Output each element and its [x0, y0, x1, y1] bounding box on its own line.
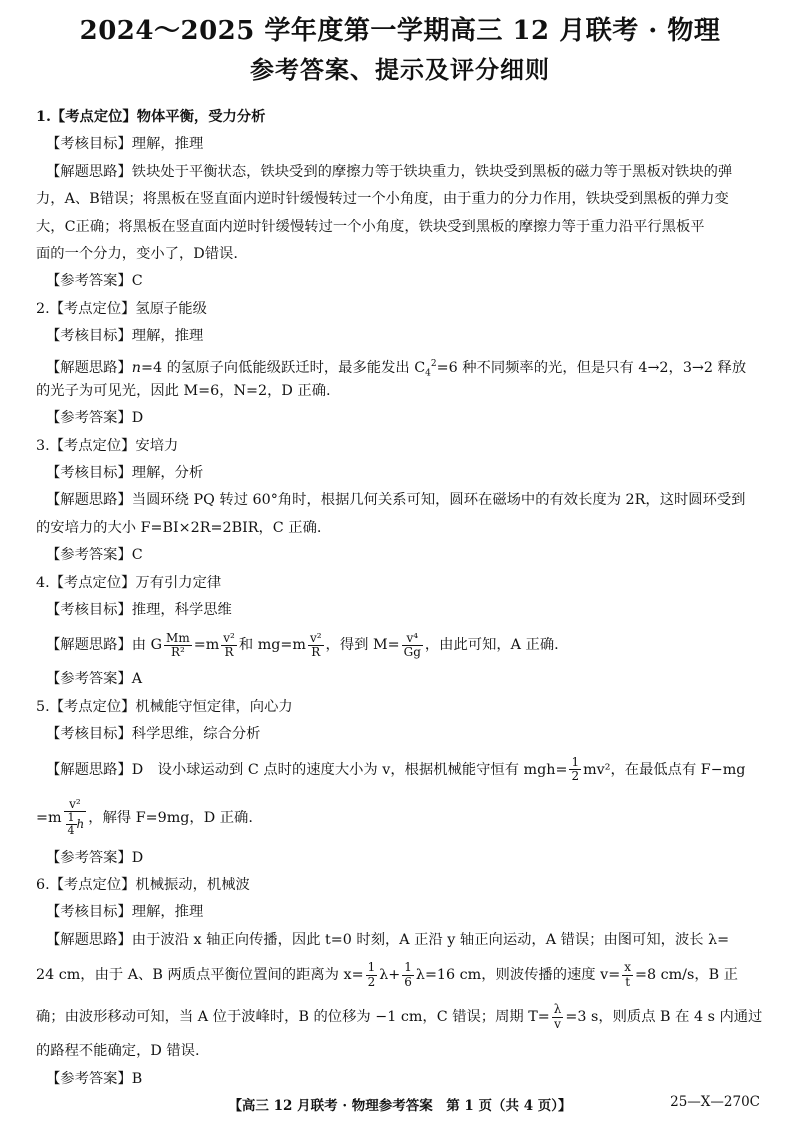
q1-solution-line-1: 【解题思路】铁块处于平衡状态，铁块受到的摩擦力等于铁块重力，铁块受到黑板的磁力等于黑板对铁块的弹 [46, 163, 733, 180]
q2-comb-sup: 2 [430, 358, 437, 369]
q4-frac4-num: v⁴ [402, 632, 423, 646]
question-4 [36, 570, 768, 694]
q2-topic: 2.【考点定位】氢原子能级 [36, 300, 207, 317]
q5-var-h: h [76, 817, 85, 832]
q2-sol-text-2: =6 种不同频率的光，但是只有 4→2，3→2 释放 [436, 359, 747, 376]
q5-frac1-den: 2 [571, 769, 580, 784]
q6-frac1-num: 1 [367, 960, 376, 975]
q4-frac1-den: R² [170, 644, 185, 659]
q4-solution-line-1 [36, 624, 768, 666]
q1-solution-line-2: 力，A、B错误；将黑板在竖直面内逆时针缓慢转过一个小角度，由于重力的分力作用，铁块受到黑板的弹力变 [36, 191, 729, 208]
q6-sol-text-2: λ+ [379, 967, 401, 984]
q6-frac4-num: λ [553, 1002, 562, 1017]
q4-topic: 4.【考点定位】万有引力定律 [36, 574, 222, 591]
page-subtitle: 参考答案、提示及评分细则 [250, 55, 550, 84]
q3-topic: 3.【考点定位】安培力 [36, 437, 179, 454]
q5-fraction-half [569, 756, 581, 783]
q1-solution-line-4: 面的一个分力，变小了，D错误. [36, 245, 238, 262]
q1-topic: 1.【考点定位】物体平衡，受力分析 [36, 109, 266, 125]
q6-answer: 【参考答案】B [46, 1070, 143, 1087]
q4-sol-text-2: =m [193, 637, 220, 654]
q4-fraction-centripetal [221, 632, 237, 659]
q6-fraction-half [366, 961, 378, 988]
q6-frac2-num: 1 [404, 960, 412, 975]
q4-frac2-den: R [224, 644, 234, 659]
q3-solution-line-2: 的安培力的大小 F=BI×2R=2BIR，C 正确. [36, 519, 322, 536]
q6-sol-text-4: =8 cm/s，B 正 [635, 967, 738, 984]
q3-solution-line-1: 【解题思路】当圆环绕 PQ 转过 60°角时，根据几何关系可知，圆环在磁场中的有效长度为 2R，这时圆环受到 [46, 492, 746, 509]
q6-solution-line-4: 的路程不能确定，D 错误. [36, 1043, 200, 1060]
q4-sol-text-5: ，由此可知，A 正确. [424, 637, 559, 654]
q5-sol-text-4: ，解得 F=9mg，D 正确. [88, 809, 253, 826]
q4-frac3-den: R [311, 644, 321, 659]
q5-answer: 【参考答案】D [46, 849, 144, 866]
q5-sol-text-3: =m [36, 809, 62, 826]
q1-answer: 【参考答案】C [46, 273, 143, 290]
q6-solution-line-2 [36, 954, 768, 996]
q6-topic: 6.【考点定位】机械振动，机械波 [36, 876, 250, 893]
q4-frac3-num: v² [309, 630, 322, 645]
q2-var-n: n [131, 359, 141, 376]
q5-fraction-quarter [66, 812, 77, 837]
q6-frac3-den: t [625, 974, 631, 989]
q2-comb-sub: 4 [425, 368, 431, 378]
q4-frac1-num: Mm [166, 630, 190, 645]
page-title: 2024～2025 学年度第一学期高三 12 月联考 · 物理 [79, 16, 721, 46]
q4-answer: 【参考答案】A [46, 671, 143, 688]
q5-sol-text-1: 【解题思路】D 设小球运动到 C 点时的速度大小为 v，根据机械能守恒有 mgh= [46, 761, 568, 778]
q6-solution-line-3 [36, 996, 768, 1038]
q6-sol-text-6: =3 s，则质点 B 在 4 s 内通过 [565, 1009, 763, 1026]
q4-fraction-gravity [164, 632, 192, 659]
q2-sol-text-1: =4 的氢原子向低能级跃迁时，最多能发出 C [141, 359, 426, 376]
q2-solution-line-1 [36, 351, 768, 378]
question-5 [36, 694, 768, 872]
q2-answer: 【参考答案】D [46, 410, 144, 427]
q5-topic: 5.【考点定位】机械能守恒定律，向心力 [36, 698, 293, 715]
q4-sol-text-1: 【解题思路】由 G [46, 637, 163, 654]
q6-target: 【考核目标】理解，推理 [46, 904, 204, 921]
q2-sol-label: 【解题思路】 [46, 359, 132, 376]
q5-fraction-centripetal [64, 798, 87, 837]
q2-solution-line-2: 的光子为可见光，因此 M=6，N=2，D 正确. [36, 382, 331, 399]
q4-target: 【考核目标】推理，科学思维 [46, 602, 232, 619]
q4-fraction-mass [402, 632, 423, 659]
q5-solution-line-1 [36, 749, 768, 791]
q6-sol-text-5: 确；由波形移动可知，当 A 位于波峰时，B 的位移为 −1 cm，C 错误；周期 T= [36, 1009, 550, 1026]
q6-frac1-den: 2 [367, 974, 376, 989]
q6-solution-line-1: 【解题思路】由于波沿 x 轴正向传播，因此 t=0 时刻，A 正沿 y 轴正向运动，A 错误；由图可知，波长 λ= [46, 931, 730, 948]
q6-sol-text-1: 24 cm，由于 A、B 两质点平衡位置间的距离为 x= [36, 967, 364, 984]
q6-sol-text-3: λ=16 cm，则波传播的速度 v= [415, 967, 621, 984]
footer-page-info: 【高三 12 月联考 · 物理参考答案 第 1 页（共 4 页）】 [228, 1098, 572, 1114]
q1-target: 【考核目标】理解，推理 [46, 136, 204, 153]
q4-frac2-num: v² [223, 630, 235, 645]
q4-frac4-den: Gg [403, 644, 421, 659]
q6-frac4-den: v [554, 1016, 561, 1031]
q4-sol-text-4: ，得到 M= [325, 637, 400, 654]
question-6 [36, 872, 768, 1093]
q5-frac1-num: 1 [571, 754, 580, 769]
q4-fraction-mg [308, 632, 324, 659]
q5-quarter-den: 4 [67, 824, 75, 838]
q5-frac2-den [64, 812, 87, 837]
q5-quarter-num: 1 [67, 811, 75, 825]
question-3 [36, 433, 768, 570]
footer-doc-code: 25—X—270C [670, 1094, 760, 1110]
q5-solution-line-2 [36, 791, 768, 845]
question-2 [36, 296, 768, 433]
q4-sol-text-3: 和 mg=m [238, 637, 306, 654]
q3-target: 【考核目标】理解，分析 [46, 465, 204, 482]
q6-frac2-den: 6 [404, 974, 412, 989]
q3-answer: 【参考答案】C [46, 547, 143, 564]
q5-frac2-num: v² [64, 798, 87, 812]
q2-target: 【考核目标】理解，推理 [46, 328, 204, 345]
q5-sol-text-2: mv²，在最低点有 F−mg [583, 761, 746, 778]
q6-fraction-sixth [402, 961, 414, 988]
q1-solution-line-3: 大，C正确；将黑板在竖直面内逆时针缓慢转过一个小角度，铁块受到黑板的摩擦力等于重力沿平行黑板平 [36, 218, 705, 235]
q6-frac3-num: x [624, 960, 631, 975]
answers-content [36, 104, 768, 1093]
q5-target: 【考核目标】科学思维，综合分析 [46, 726, 261, 743]
q6-fraction-period [552, 1003, 564, 1030]
q6-fraction-velocity [622, 961, 633, 988]
question-1 [36, 104, 768, 296]
